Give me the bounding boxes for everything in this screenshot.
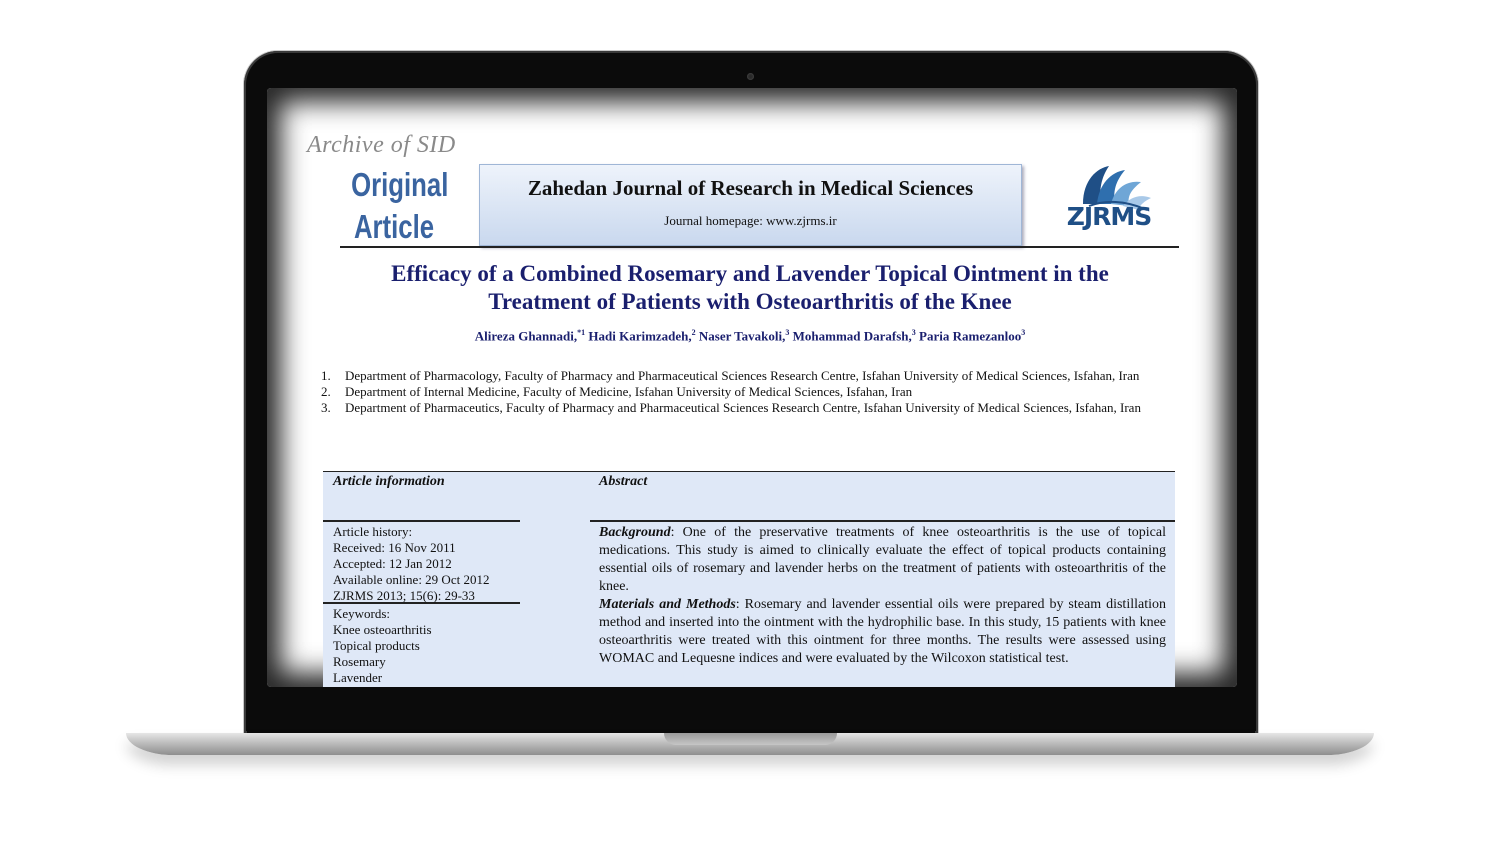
- keyword-item: Topical products: [333, 638, 420, 653]
- affiliation-number: 3.: [321, 400, 331, 415]
- journal-title: Zahedan Journal of Research in Medical Sciences: [527, 176, 974, 200]
- citation: ZJRMS 2013; 15(6): 29-33: [333, 588, 475, 603]
- history-label: Article history:: [333, 524, 413, 539]
- author-affil-marker: 3: [911, 328, 916, 337]
- background-label: Background: [599, 525, 671, 540]
- laptop-screen: [267, 88, 1237, 687]
- article-history: [333, 524, 489, 604]
- article-type-line2: Article: [353, 208, 435, 245]
- affiliation-item: [321, 400, 1167, 416]
- journal-homepage-link[interactable]: Journal homepage: www.zjrms.ir: [664, 213, 837, 228]
- abstract-rule: [590, 520, 1175, 522]
- article-title-line2: Treatment of Patients with Osteoarthritis of the Knee: [488, 289, 1012, 314]
- author-name: Hadi Karimzadeh,: [588, 328, 692, 344]
- author-affil-marker: 3: [785, 328, 790, 337]
- keywords-block: [333, 606, 432, 686]
- affiliation-text: Department of Pharmaceutics, Faculty of Pharmacy and Pharmaceutical Sciences Research Centre, Isfahan University of Medical Sciences, Isfahan, Iran: [345, 400, 1141, 415]
- available-date: Available online: 29 Oct 2012: [333, 572, 490, 587]
- article-info-heading: Article information: [333, 474, 445, 489]
- keyword-item: Knee osteoarthritis: [333, 622, 432, 637]
- laptop-opening-notch: [664, 733, 837, 745]
- article-title-line1: Efficacy of a Combined Rosemary and Lavender Topical Ointment in the: [391, 261, 1109, 286]
- received-date: Received: 16 Nov 2011: [333, 540, 456, 555]
- methods-label: Materials and Methods: [599, 597, 736, 612]
- abstract-body: [599, 524, 1166, 668]
- affiliation-text: Department of Pharmacology, Faculty of Pharmacy and Pharmaceutical Sciences Research Centre, Isfahan University of Medical Sciences, Isfahan, Iran: [345, 368, 1140, 383]
- author-name: Paria Ramezanloo: [919, 328, 1022, 344]
- abstract-heading: Abstract: [599, 474, 648, 489]
- laptop-bottom-bezel: [247, 687, 1255, 733]
- author-affil-marker: *1: [577, 328, 586, 337]
- journal-banner: [479, 164, 1022, 246]
- keyword-item: Rosemary: [333, 654, 386, 669]
- logo-wordmark: ZJRMS: [1066, 202, 1152, 231]
- author-list: [327, 328, 1173, 344]
- article-type-line1: Original: [351, 166, 449, 203]
- keyword-item: Lavender: [333, 670, 383, 685]
- header-rule: [340, 246, 1179, 248]
- archive-watermark: Archive of SID: [307, 132, 456, 158]
- affiliation-text: Department of Internal Medicine, Faculty of Medicine, Isfahan University of Medical Sciences, Isfahan, Iran: [345, 384, 913, 399]
- webcam-icon: [747, 73, 754, 80]
- article-type-label: [351, 164, 449, 248]
- journal-logo: [1053, 160, 1165, 240]
- author-affil-marker: 2: [691, 328, 696, 337]
- affiliation-number: 1.: [321, 368, 331, 383]
- affiliation-item: [321, 368, 1167, 384]
- author-name: Mohammad Darafsh,: [792, 328, 912, 344]
- keywords-label: Keywords:: [333, 606, 391, 621]
- accepted-date: Accepted: 12 Jan 2012: [333, 556, 452, 571]
- affiliation-number: 2.: [321, 384, 331, 399]
- affiliation-list: [321, 368, 1167, 416]
- author-affil-marker: 3: [1021, 328, 1026, 337]
- info-top-rule: [323, 471, 1175, 472]
- info-rule-left: [323, 520, 520, 522]
- author-name: Alireza Ghannadi,: [474, 328, 578, 344]
- methods-text: : Rosemary and lavender essential oils were prepared by steam distillation method and inserted into the ointment with the hydrophilic base. In this study, 15 patients with knee osteoarthritis were treated with this ointment for three months. The results were assessed using WOMAC and Lequesne indices and were evaluated by the Wilcoxon statistical test.: [599, 597, 1166, 666]
- article-title: [327, 260, 1173, 316]
- affiliation-item: [321, 384, 1167, 400]
- background-text: : One of the preservative treatments of knee osteoarthritis is the use of topical medications. This study is aimed to clinically evaluate the effect of topical products containing essential oils of rosemary and lavender herbs on the treatment of patients with osteoarthritis of the knee.: [599, 525, 1166, 594]
- author-name: Naser Tavakoli,: [698, 328, 786, 344]
